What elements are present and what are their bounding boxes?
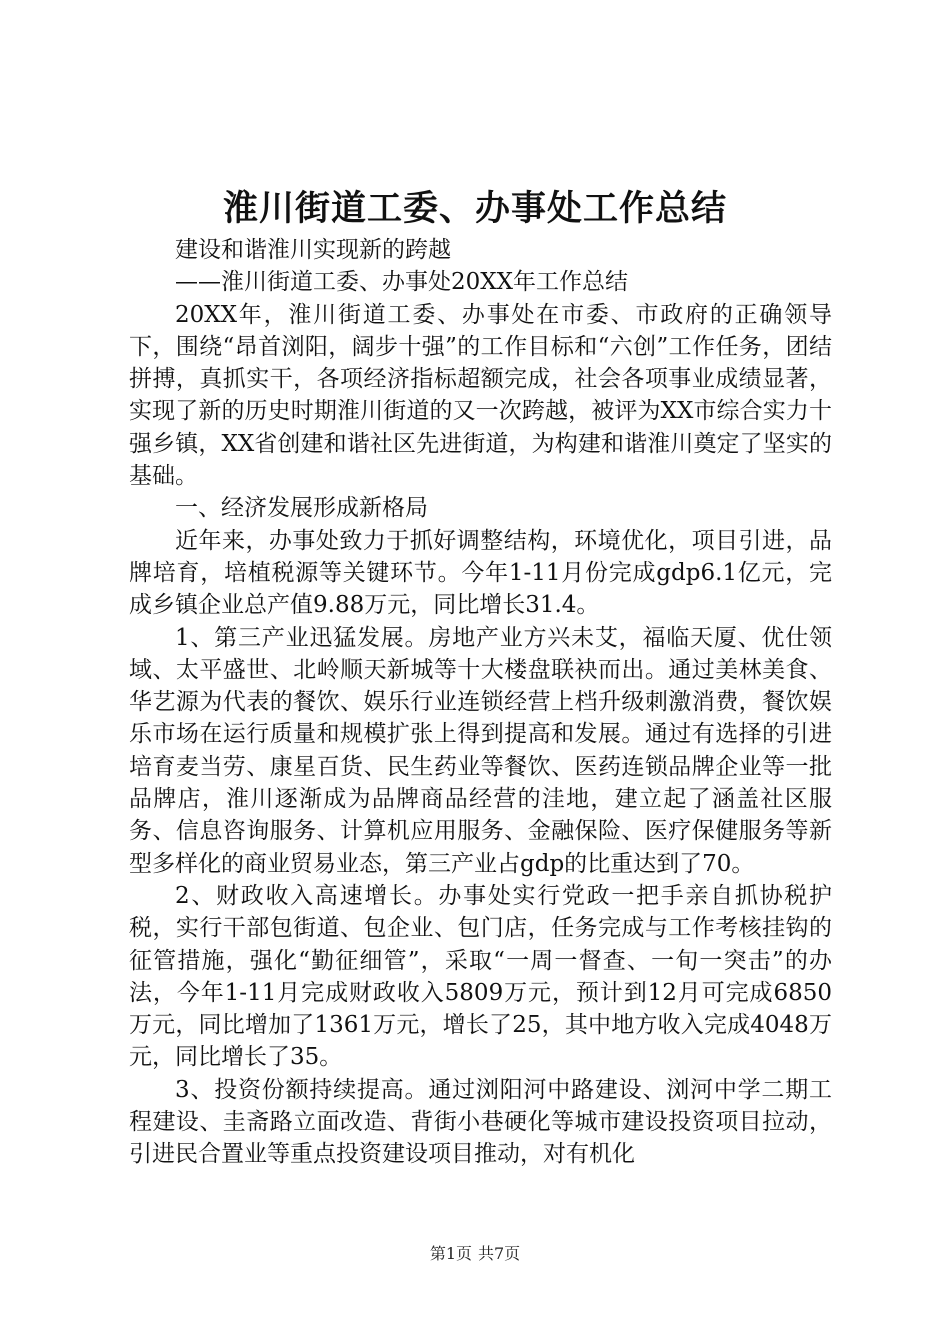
- subtitle: 建设和谐淮川实现新的跨越: [175, 237, 451, 263]
- document-title: 淮川街道工委、办事处工作总结: [222, 188, 727, 229]
- section-heading: 一、经济发展形成新格局: [175, 495, 428, 522]
- paragraph: 2、财政收入高速增长。办事处实行党政一把手亲自抓协税护税，实行干部包街道、包企业、包门店，任务完成与工作考核挂钩的征管措施，强化“勤征细管”，采取“一周一督查、一旬一突击”的办法，今年1-11月完成财政收入5809万元，预计到12月可完成6850万元，同比增加了1361万元，增长了25，其中地方收入完成4048万元，同比增长了35。: [129, 882, 832, 1071]
- page-total: 共7页: [478, 1244, 521, 1263]
- paragraph-intro: 20XX年，淮川街道工委、办事处在市委、市政府的正确领导下，围绕“昂首浏阳，阔步十强”的工作目标和“六创”工作任务，团结拼搏，真抓实干，各项经济指标超额完成，社会各项事业成绩显著，实现了新的历史时期淮川街道的又一次跨越，被评为XX市综合实力十强乡镇，XX省创建和谐社区先进街道，为构建和谐淮川奠定了坚实的基础。: [129, 301, 832, 490]
- paragraph: 3、投资份额持续提高。通过浏阳河中路建设、浏河中学二期工程建设、圭斋路立面改造、背街小巷硬化等城市建设投资项目拉动，引进民合置业等重点投资建设项目推动，对有机化: [129, 1076, 832, 1168]
- paragraph: 1、第三产业迅猛发展。房地产业方兴未艾，福临天厦、优仕领域、太平盛世、北岭顺天新城等十大楼盘联袂而出。通过美林美食、华艺源为代表的餐饮、娱乐行业连锁经营上档升级刺激消费，餐饮娱乐市场在运行质量和规模扩张上得到提高和发展。通过有选择的引进培育麦当劳、康星百货、民生药业等餐饮、医药连锁品牌企业等一批品牌店，淮川逐渐成为品牌商品经营的洼地，建立起了涵盖社区服务、信息咨询服务、计算机应用服务、金融保险、医疗保健服务等新型多样化的商业贸易业态，第三产业占gdp的比重达到了70。: [129, 624, 832, 877]
- subtitle-byline: ——淮川街道工委、办事处20XX年工作总结: [175, 269, 629, 296]
- page-footer: [0, 1244, 950, 1264]
- paragraph: 近年来，办事处致力于抓好调整结构，环境优化，项目引进，品牌培育，培植税源等关键环节。今年1-11月份完成gdp6.1亿元，完成乡镇企业总产值9.88万元，同比增长31.4。: [129, 527, 832, 619]
- page-number: 第1页: [429, 1244, 472, 1263]
- document-body: [129, 234, 832, 1171]
